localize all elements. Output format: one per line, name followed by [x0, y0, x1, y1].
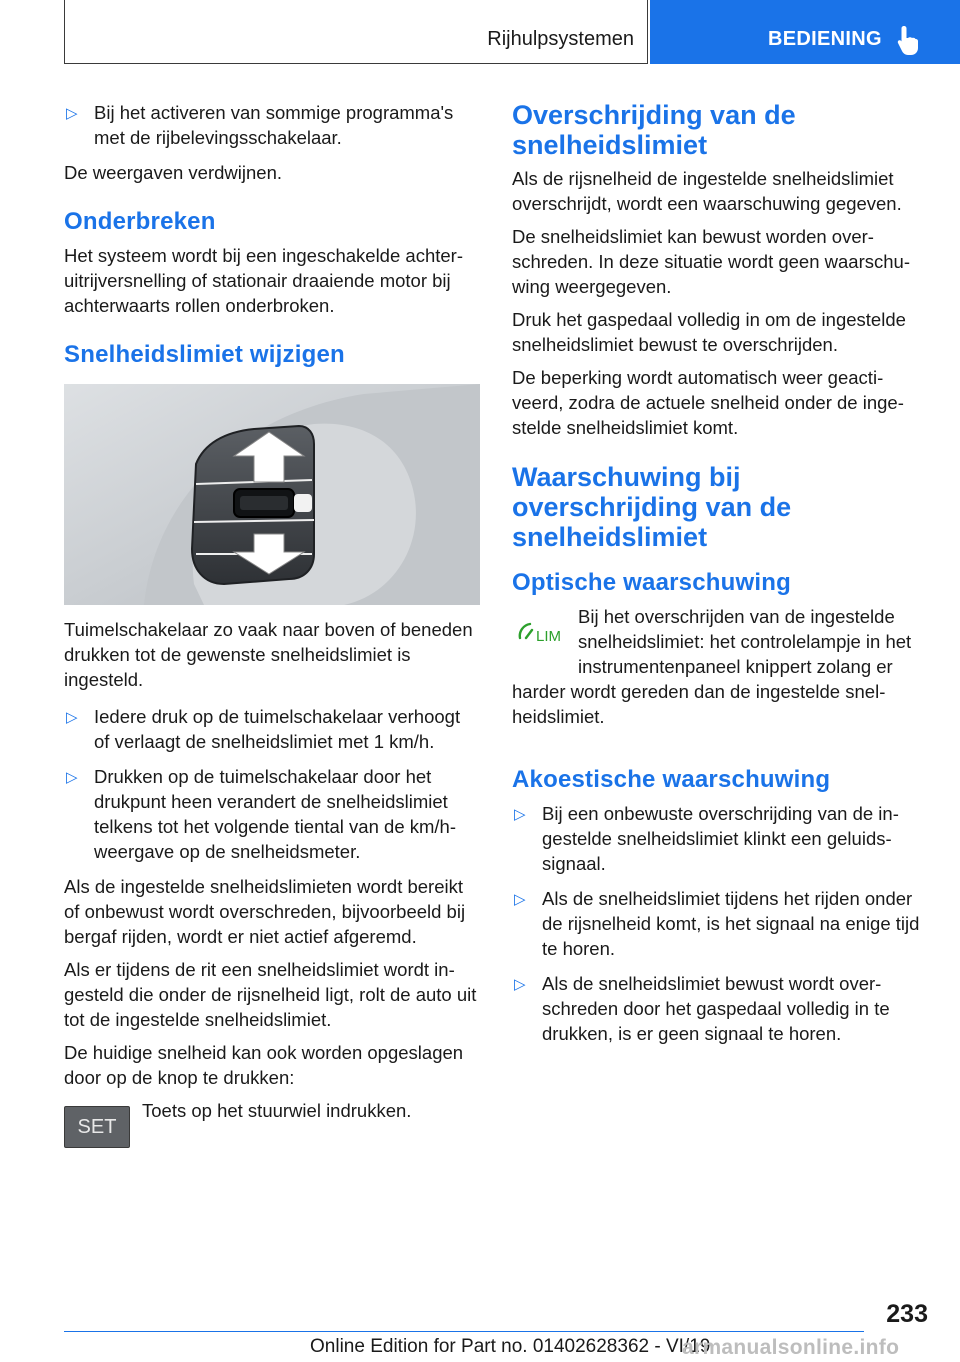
footer-edition: Online Edition for Part no. 01402628362 - VI/19: [310, 1336, 711, 1357]
heading-change-limit: Snelheidslimiet wijzigen: [64, 341, 345, 368]
bullet-triangle-icon: ▷: [514, 976, 526, 993]
right-column: [512, 100, 928, 1056]
left-column: [64, 100, 480, 1173]
set-button-icon: SET: [64, 1106, 130, 1148]
footer-divider: [64, 1331, 864, 1332]
list-item-text: Als de snelheidslimiet tijdens het rijden onder de rijsnelheid komt, is het signaal na enige tijd te horen.: [542, 888, 920, 959]
hand-pointer-icon: [896, 24, 920, 56]
paragraph: Bij het overschrijden van de ingestelde snelheidslimiet: het controlelampje in het instrumentenpaneel knippert zolang er: [578, 606, 912, 677]
list-item: [64, 704, 480, 754]
list-item: [512, 801, 928, 876]
paragraph: Druk het gaspedaal volledig in om de ingestelde snelheidslimiet bewust te overschrijden.: [512, 309, 906, 355]
rocker-switch-illustration: [64, 384, 480, 605]
paragraph: De snelheidslimiet kan bewust worden overschreden. In deze situatie wordt geen waarschuwing weergegeven.: [512, 226, 910, 297]
list-item: [64, 764, 480, 864]
paragraph: Tuimelschakelaar zo vaak naar boven of beneden drukken tot de gewenste snelheidslimiet is ingesteld.: [64, 619, 473, 690]
heading-acoustic-warning: Akoestische waarschuwing: [512, 766, 831, 793]
lim-indicator-block: [512, 604, 928, 679]
paragraph: harder wordt gereden dan de ingestelde snelheidslimiet.: [512, 681, 886, 727]
list-item-text: Iedere druk op de tuimelschakelaar verhoogt of verlaagt de snelheidslimiet met 1 km/h.: [94, 706, 461, 752]
heading-interrupt: Onderbreken: [64, 208, 216, 235]
steering-wheel-rocker-image: [64, 384, 480, 605]
list-item: [512, 971, 928, 1046]
list-item-text: Bij het activeren van sommige programma's met de rijbelevingsschakelaar.: [94, 102, 454, 148]
paragraph: Als er tijdens de rit een snelheidslimiet wordt ingesteld die onder de rijsnelheid ligt, rolt de auto uit tot de ingestelde snelheidslimiet.: [64, 959, 477, 1030]
paragraph: De weergaven verdwijnen.: [64, 162, 283, 183]
list-item: [512, 886, 928, 961]
header-chapter-label: BEDIENING: [768, 28, 882, 50]
paragraph: Toets op het stuurwiel indrukken.: [142, 1100, 412, 1121]
paragraph: Als de rijsnelheid de ingestelde snelheidslimiet overschrijdt, wordt een waarschuwing gegeven.: [512, 168, 902, 214]
paragraph: De beperking wordt automatisch weer geactiveerd, zodra de actuele snelheid onder de ingestelde snelheidslimiet komt.: [512, 367, 904, 438]
bullet-triangle-icon: ▷: [66, 709, 78, 726]
list-item-text: Drukken op de tuimelschakelaar door het drukpunt heen verandert de snelheidslimiet telkens tot het volgende tiental van de km/h-weergave op de snelheidsmeter.: [94, 766, 456, 862]
set-button-instruction: [64, 1098, 480, 1173]
list-item-text: Bij een onbewuste overschrijding van de ingestelde snelheidslimiet klinkt een geluidssignaal.: [542, 803, 899, 874]
list-item-text: Als de snelheidslimiet bewust wordt overschreden door het gaspedaal volledig in te drukken, is er geen signaal te horen.: [542, 973, 890, 1044]
page-number: 233: [886, 1300, 928, 1328]
paragraph: Het systeem wordt bij een ingeschakelde achteruitrijversnelling of stationair draaiende motor bij achterwaarts rollen onderbroken.: [64, 245, 463, 316]
lim-icon-label: LIM: [536, 628, 562, 645]
heading-exceed-limit: Overschrijding van de snelheidslimiet: [512, 100, 796, 160]
header-chapter-tab[interactable]: [650, 0, 960, 64]
bullet-triangle-icon: ▷: [66, 769, 78, 786]
heading-optical-warning: Optische waarschuwing: [512, 569, 791, 596]
watermark-text[interactable]: armanualsonline.info: [682, 1336, 900, 1359]
heading-warning: Waarschuwing bij overschrijding van de snelheidslimiet: [512, 462, 792, 552]
page-header: [0, 0, 960, 66]
paragraph: De huidige snelheid kan ook worden opgeslagen door op de knop te drukken:: [64, 1042, 464, 1088]
bullet-triangle-icon: ▷: [514, 806, 526, 823]
paragraph: Als de ingestelde snelheidslimieten wordt bereikt of onbewust wordt overschreden, bijvoorbeeld bij bergaf rijden, wordt er niet actief afgeremd.: [64, 876, 466, 947]
lim-warning-light-icon: [516, 616, 572, 650]
header-section-title: Rijhulpsystemen: [487, 28, 634, 50]
list-item: [64, 100, 480, 150]
bullet-triangle-icon: ▷: [514, 891, 526, 908]
bullet-triangle-icon: ▷: [66, 105, 78, 122]
